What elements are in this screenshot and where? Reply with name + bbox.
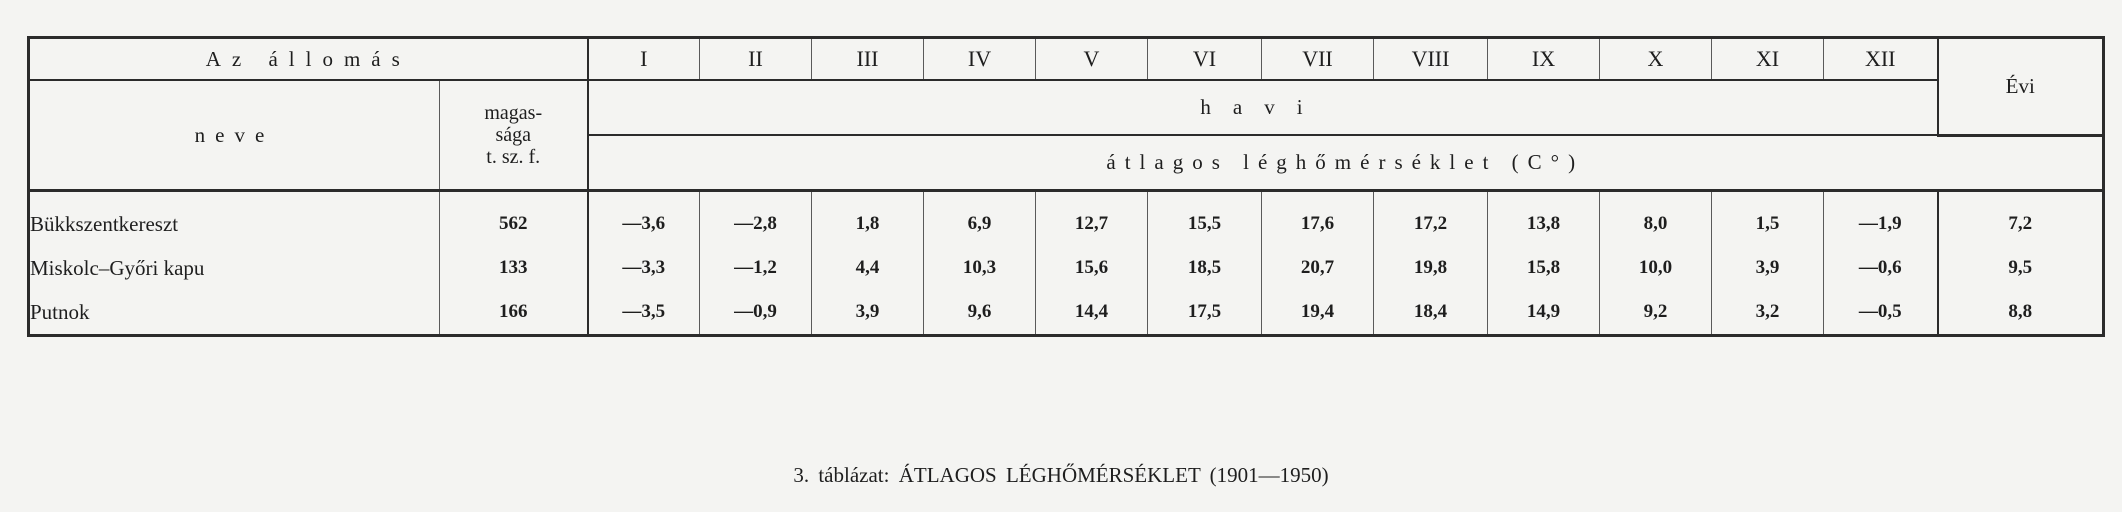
annual-cell: 7,2	[2008, 213, 2033, 234]
altitude-header-line: magas-	[484, 102, 543, 124]
spacer-cell	[1600, 191, 1712, 203]
altitude-cell: 166	[440, 290, 588, 336]
spacer-cell	[812, 191, 924, 203]
temperature-cell: 9,6	[924, 290, 1036, 336]
altitude-header-line: t. sz. f.	[486, 146, 541, 168]
temperature-cell: 15,5	[1148, 202, 1262, 246]
temperature-cell: 10,3	[924, 246, 1036, 290]
temperature-cell: 13,8	[1488, 202, 1600, 246]
temperature-cell: 17,6	[1262, 202, 1374, 246]
altitude-cell: 562	[440, 202, 588, 246]
temperature-cell: —0,9	[700, 290, 812, 336]
temperature-cell: —3,5	[588, 290, 700, 336]
station-name-cell: Bükkszentkereszt	[29, 202, 440, 246]
annual-cell: 9,5	[2008, 257, 2033, 278]
temperature-cell: 14,9	[1488, 290, 1600, 336]
annual-cell: 8,8	[2008, 301, 2033, 322]
table-row	[29, 290, 2104, 336]
spacer-cell	[700, 191, 812, 203]
table-row	[29, 246, 2104, 290]
month-header: I	[588, 38, 700, 81]
spacer-cell	[1824, 191, 1938, 203]
avg-temp-label: átlagos léghőmérséklet (C°)	[588, 135, 2104, 190]
month-header: X	[1600, 38, 1712, 81]
temperature-cell: —3,3	[588, 246, 700, 290]
spacer-cell	[1712, 191, 1824, 203]
spacer-cell	[440, 191, 588, 203]
month-header: V	[1036, 38, 1148, 81]
spacer-cell	[1036, 191, 1148, 203]
month-header: XII	[1824, 38, 1938, 81]
name-header: neve	[29, 80, 440, 191]
temperature-cell: 3,9	[812, 290, 924, 336]
temperature-cell: —1,9	[1824, 202, 1938, 246]
temperature-cell: —0,6	[1824, 246, 1938, 290]
temperature-cell: 3,9	[1712, 246, 1824, 290]
altitude-cell: 133	[440, 246, 588, 290]
month-header: VIII	[1374, 38, 1488, 81]
month-header: XI	[1712, 38, 1824, 81]
temperature-cell: 3,2	[1712, 290, 1824, 336]
monthly-label: havi	[588, 80, 1938, 135]
month-header: VI	[1148, 38, 1262, 81]
station-name-cell: Miskolc–Győri kapu	[29, 246, 440, 290]
temperature-cell: —1,2	[700, 246, 812, 290]
temperature-cell: 9,2	[1600, 290, 1712, 336]
temperature-cell: 15,8	[1488, 246, 1600, 290]
temperature-cell: 1,5	[1712, 202, 1824, 246]
temperature-cell: 12,7	[1036, 202, 1148, 246]
temperature-cell: 17,5	[1148, 290, 1262, 336]
temperature-cell: 10,0	[1600, 246, 1712, 290]
station-name-cell: Putnok	[29, 290, 440, 336]
temperature-cell: —0,5	[1824, 290, 1938, 336]
temperature-cell: 17,2	[1374, 202, 1488, 246]
month-header: II	[700, 38, 812, 81]
spacer-cell	[29, 191, 440, 203]
row-spacer	[29, 191, 2104, 203]
altitude-header	[440, 80, 588, 191]
altitude-header-line: sága	[495, 124, 532, 146]
month-header: IX	[1488, 38, 1600, 81]
month-header: VII	[1262, 38, 1374, 81]
temperature-table	[27, 36, 2105, 337]
temperature-cell: 15,6	[1036, 246, 1148, 290]
month-header: III	[812, 38, 924, 81]
temperature-cell: 1,8	[812, 202, 924, 246]
spacer-cell	[588, 191, 700, 203]
month-header: IV	[924, 38, 1036, 81]
annual-header: Évi	[1938, 38, 2104, 136]
temperature-cell: 6,9	[924, 202, 1036, 246]
station-header: Az állomás	[29, 38, 588, 81]
spacer-cell	[1374, 191, 1488, 203]
spacer-cell	[1262, 191, 1374, 203]
temperature-cell: 4,4	[812, 246, 924, 290]
spacer-cell	[1488, 191, 1600, 203]
temperature-cell: 8,0	[1600, 202, 1712, 246]
spacer-cell	[924, 191, 1036, 203]
temperature-cell: 18,5	[1148, 246, 1262, 290]
spacer-cell	[1938, 191, 2104, 203]
temperature-cell: 14,4	[1036, 290, 1148, 336]
table-row	[29, 202, 2104, 246]
temperature-cell: 18,4	[1374, 290, 1488, 336]
spacer-cell	[1148, 191, 1262, 203]
temperature-cell: 19,4	[1262, 290, 1374, 336]
temperature-cell: 19,8	[1374, 246, 1488, 290]
table-caption: 3. táblázat: ÁTLAGOS LÉGHŐMÉRSÉKLET (1901—1950)	[793, 463, 1329, 487]
temperature-cell: —3,6	[588, 202, 700, 246]
temperature-cell: 20,7	[1262, 246, 1374, 290]
temperature-cell: —2,8	[700, 202, 812, 246]
